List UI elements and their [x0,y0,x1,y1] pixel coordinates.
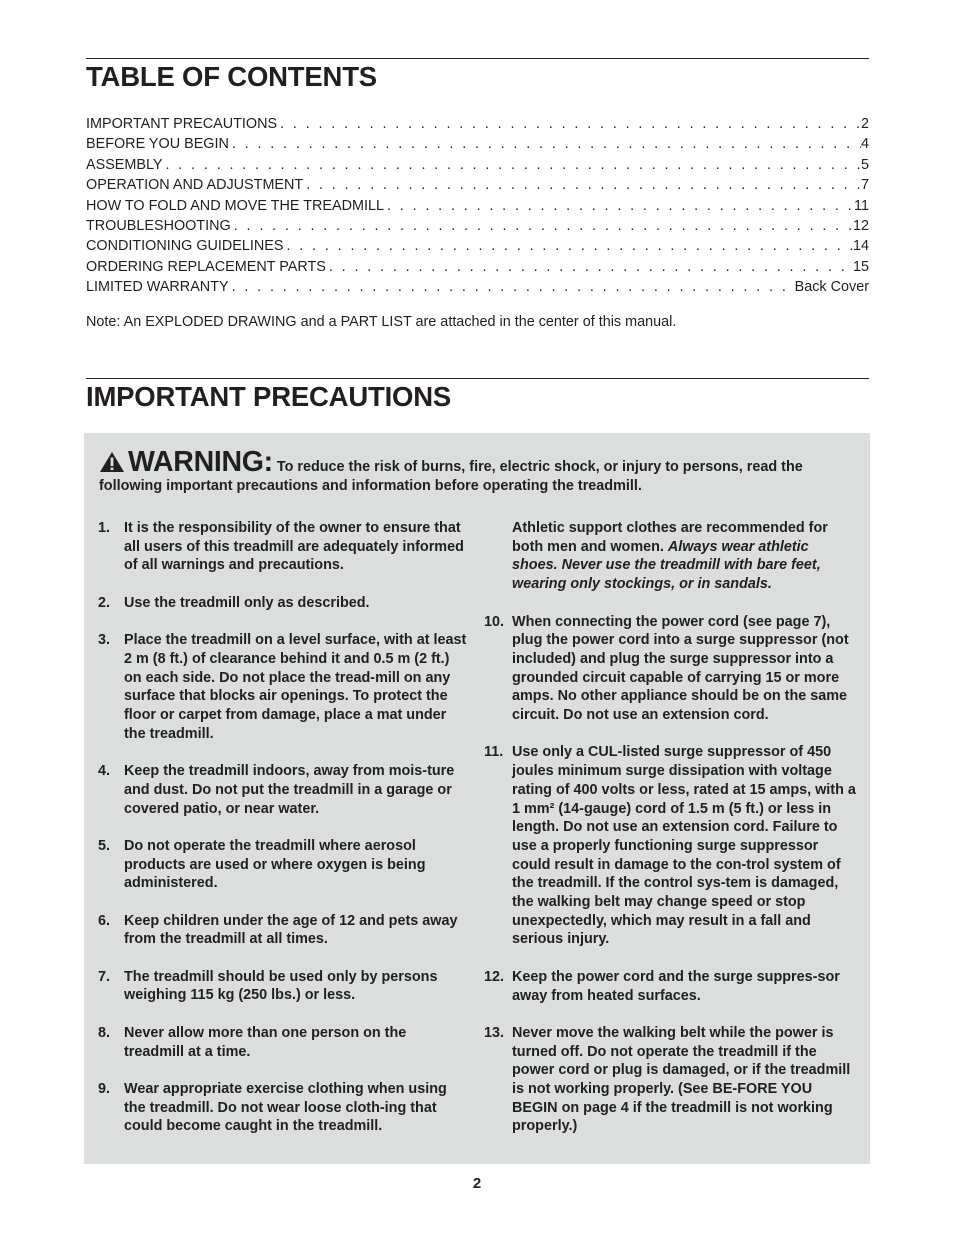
toc-entry-title[interactable]: ASSEMBLY [86,156,163,173]
item-text: Use the treadmill only as described. [124,594,370,611]
precautions-heading: IMPORTANT PRECAUTIONS [86,381,452,412]
toc-entry-page[interactable]: 4 [860,136,869,153]
toc-entry-title[interactable]: OPERATION AND ADJUSTMENT [86,177,304,194]
toc-entry-title[interactable]: TROUBLESHOOTING [86,217,231,234]
item-9-continuation-text: Athletic support clothes are recommended for both men and women. [512,520,828,555]
precautions-right-column [484,519,856,1155]
item-text: Never allow more than one person on the treadmill at a time. [124,1024,407,1060]
toc-entry-page[interactable]: 2 [860,116,869,132]
toc-leader [303,177,861,193]
precaution-item [98,1024,468,1061]
toc-leader [229,279,795,295]
precaution-item [98,968,468,1005]
warning-label: WARNING: [128,446,273,478]
precaution-item [98,762,468,818]
page-number: 2 [472,1175,482,1192]
item-number: 9. [98,1080,111,1097]
warning-box [84,433,870,1164]
item-text: Use only a CUL-listed surge suppressor of 450 joules minimum surge dissipation with voltage rating of 400 volts or less, rated at 15 amps, with a 1 mm² (14-gauge) cord of 1.5 m (5 ft.) or less in length. Do not use an extension cord. Failure to use a properly functioning surge suppressor could result in damage to the con-trol system of the treadmill. If the control sys-tem is damaged, the walking belt may change speed or stop unexpectedly, which may result in a fall and serious injury. [512,744,856,948]
toc-entry-page[interactable]: 5 [860,156,869,173]
item-text: Keep the power cord and the surge suppres-sor away from heated surfaces. [512,968,840,1004]
item-text: Place the treadmill on a level surface, with at least 2 m (8 ft.) of clearance behind it and 0.5 m (2 ft.) on each side. Do not place the tread-mill on any surface that blocks air openings. To protect the floor or carpet from damage, place a mat under the treadmill. [124,632,467,742]
toc-entry[interactable] [86,177,869,197]
item-text: When connecting the power cord (see page 7), plug the power cord into a surge suppressor (not included) and plug the surge suppressor into a grounded circuit capable of carrying 15 or more amps. No other appliance should be on the same circuit. Do not use an extension cord. [512,613,849,724]
item-number: 10. [484,613,505,630]
precaution-item [484,1024,856,1136]
item-text: Do not operate the treadmill where aerosol products are used or where oxygen is being administered. [124,837,426,892]
toc-entry-title[interactable]: IMPORTANT PRECAUTIONS [86,116,278,132]
toc-entry[interactable] [86,218,869,238]
item-number: 3. [98,632,111,649]
precautions-rule [86,378,869,379]
toc-leader [326,259,853,275]
item-text: Never move the walking belt while the power is turned off. Do not operate the treadmill if the power cord or plug is damaged, or if the treadmill is not working properly. (See BE-FORE YOU BEGIN on page 4 if the treadmill is not working properly.) [512,1024,851,1135]
toc-entry-title[interactable]: BEFORE YOU BEGIN [86,136,229,153]
toc-entry[interactable] [86,279,869,299]
precaution-item [98,631,468,743]
item-number: 7. [98,968,111,985]
toc-leader [277,116,861,132]
item-number: 5. [98,837,111,854]
toc-entry[interactable] [86,116,869,136]
item-number: 8. [98,1024,111,1041]
toc-leader [384,198,854,214]
top-rule [86,58,869,59]
toc-entry-page[interactable]: 11 [854,197,869,214]
toc-entry-title[interactable]: HOW TO FOLD AND MOVE THE TREADMILL [86,197,384,214]
toc-heading: TABLE OF CONTENTS [86,61,377,92]
item-number: 11. [484,744,504,761]
warning-header [99,446,859,495]
toc-entry-title[interactable]: LIMITED WARRANTY [86,279,229,296]
item-number: 6. [98,912,111,929]
toc-leader [163,157,861,173]
toc-entry-page[interactable]: 7 [860,177,869,194]
item-text: Keep the treadmill indoors, away from mois-ture and dust. Do not put the treadmill in a garage or covered patio, or near water. [124,763,455,817]
warning-triangle-icon [99,451,125,473]
toc-entry[interactable] [86,136,869,156]
toc-list [86,116,869,300]
toc-entry[interactable] [86,259,869,279]
item-number: 12. [484,968,505,985]
item-9-continuation-italic: Always wear athletic shoes. Never use the treadmill with bare feet, wearing only stockings, or in sandals. [512,538,821,593]
precaution-item [98,519,468,575]
item-text: Keep children under the age of 12 and pets away from the treadmill at all times. [124,912,458,948]
item-number: 2. [98,594,111,611]
toc-entry[interactable] [86,238,869,258]
toc-entry-page[interactable]: 14 [852,238,869,255]
toc-entry-page[interactable]: Back Cover [794,279,869,296]
precaution-item [484,743,856,949]
precaution-item [98,594,468,613]
toc-entry-title[interactable]: ORDERING REPLACEMENT PARTS [86,258,326,275]
toc-leader [229,136,861,152]
item-number: 13. [484,1024,505,1041]
precautions-left-column [98,519,468,1155]
item-number: 4. [98,763,111,780]
toc-entry-page[interactable]: 12 [852,217,869,234]
precaution-item [484,968,856,1005]
warning-text: To reduce the risk of burns, fire, electric shock, or injury to persons, read the following important precautions and information before operating the treadmill. [99,459,803,494]
toc-entry-page[interactable]: 15 [852,258,869,275]
toc-entry-title[interactable]: CONDITIONING GUIDELINES [86,238,284,255]
precaution-item [98,1080,468,1136]
precaution-item [98,837,468,893]
precaution-item [98,912,468,949]
precaution-item [484,613,856,725]
toc-note: Note: An EXPLODED DRAWING and a PART LIST are attached in the center of this manual. [86,314,677,330]
toc-entry[interactable] [86,157,869,177]
toc-entry[interactable] [86,198,869,218]
item-text: It is the responsibility of the owner to ensure that all users of this treadmill are adequately informed of all warnings and precautions. [124,520,464,574]
item-number: 1. [98,520,111,536]
toc-leader [231,218,853,234]
item-9-continuation [512,519,856,594]
item-text: Wear appropriate exercise clothing when using the treadmill. Do not wear loose cloth-ing that could become caught in the treadmill. [124,1080,447,1135]
toc-leader [284,238,853,254]
item-text: The treadmill should be used only by persons weighing 115 kg (250 lbs.) or less. [124,968,438,1004]
